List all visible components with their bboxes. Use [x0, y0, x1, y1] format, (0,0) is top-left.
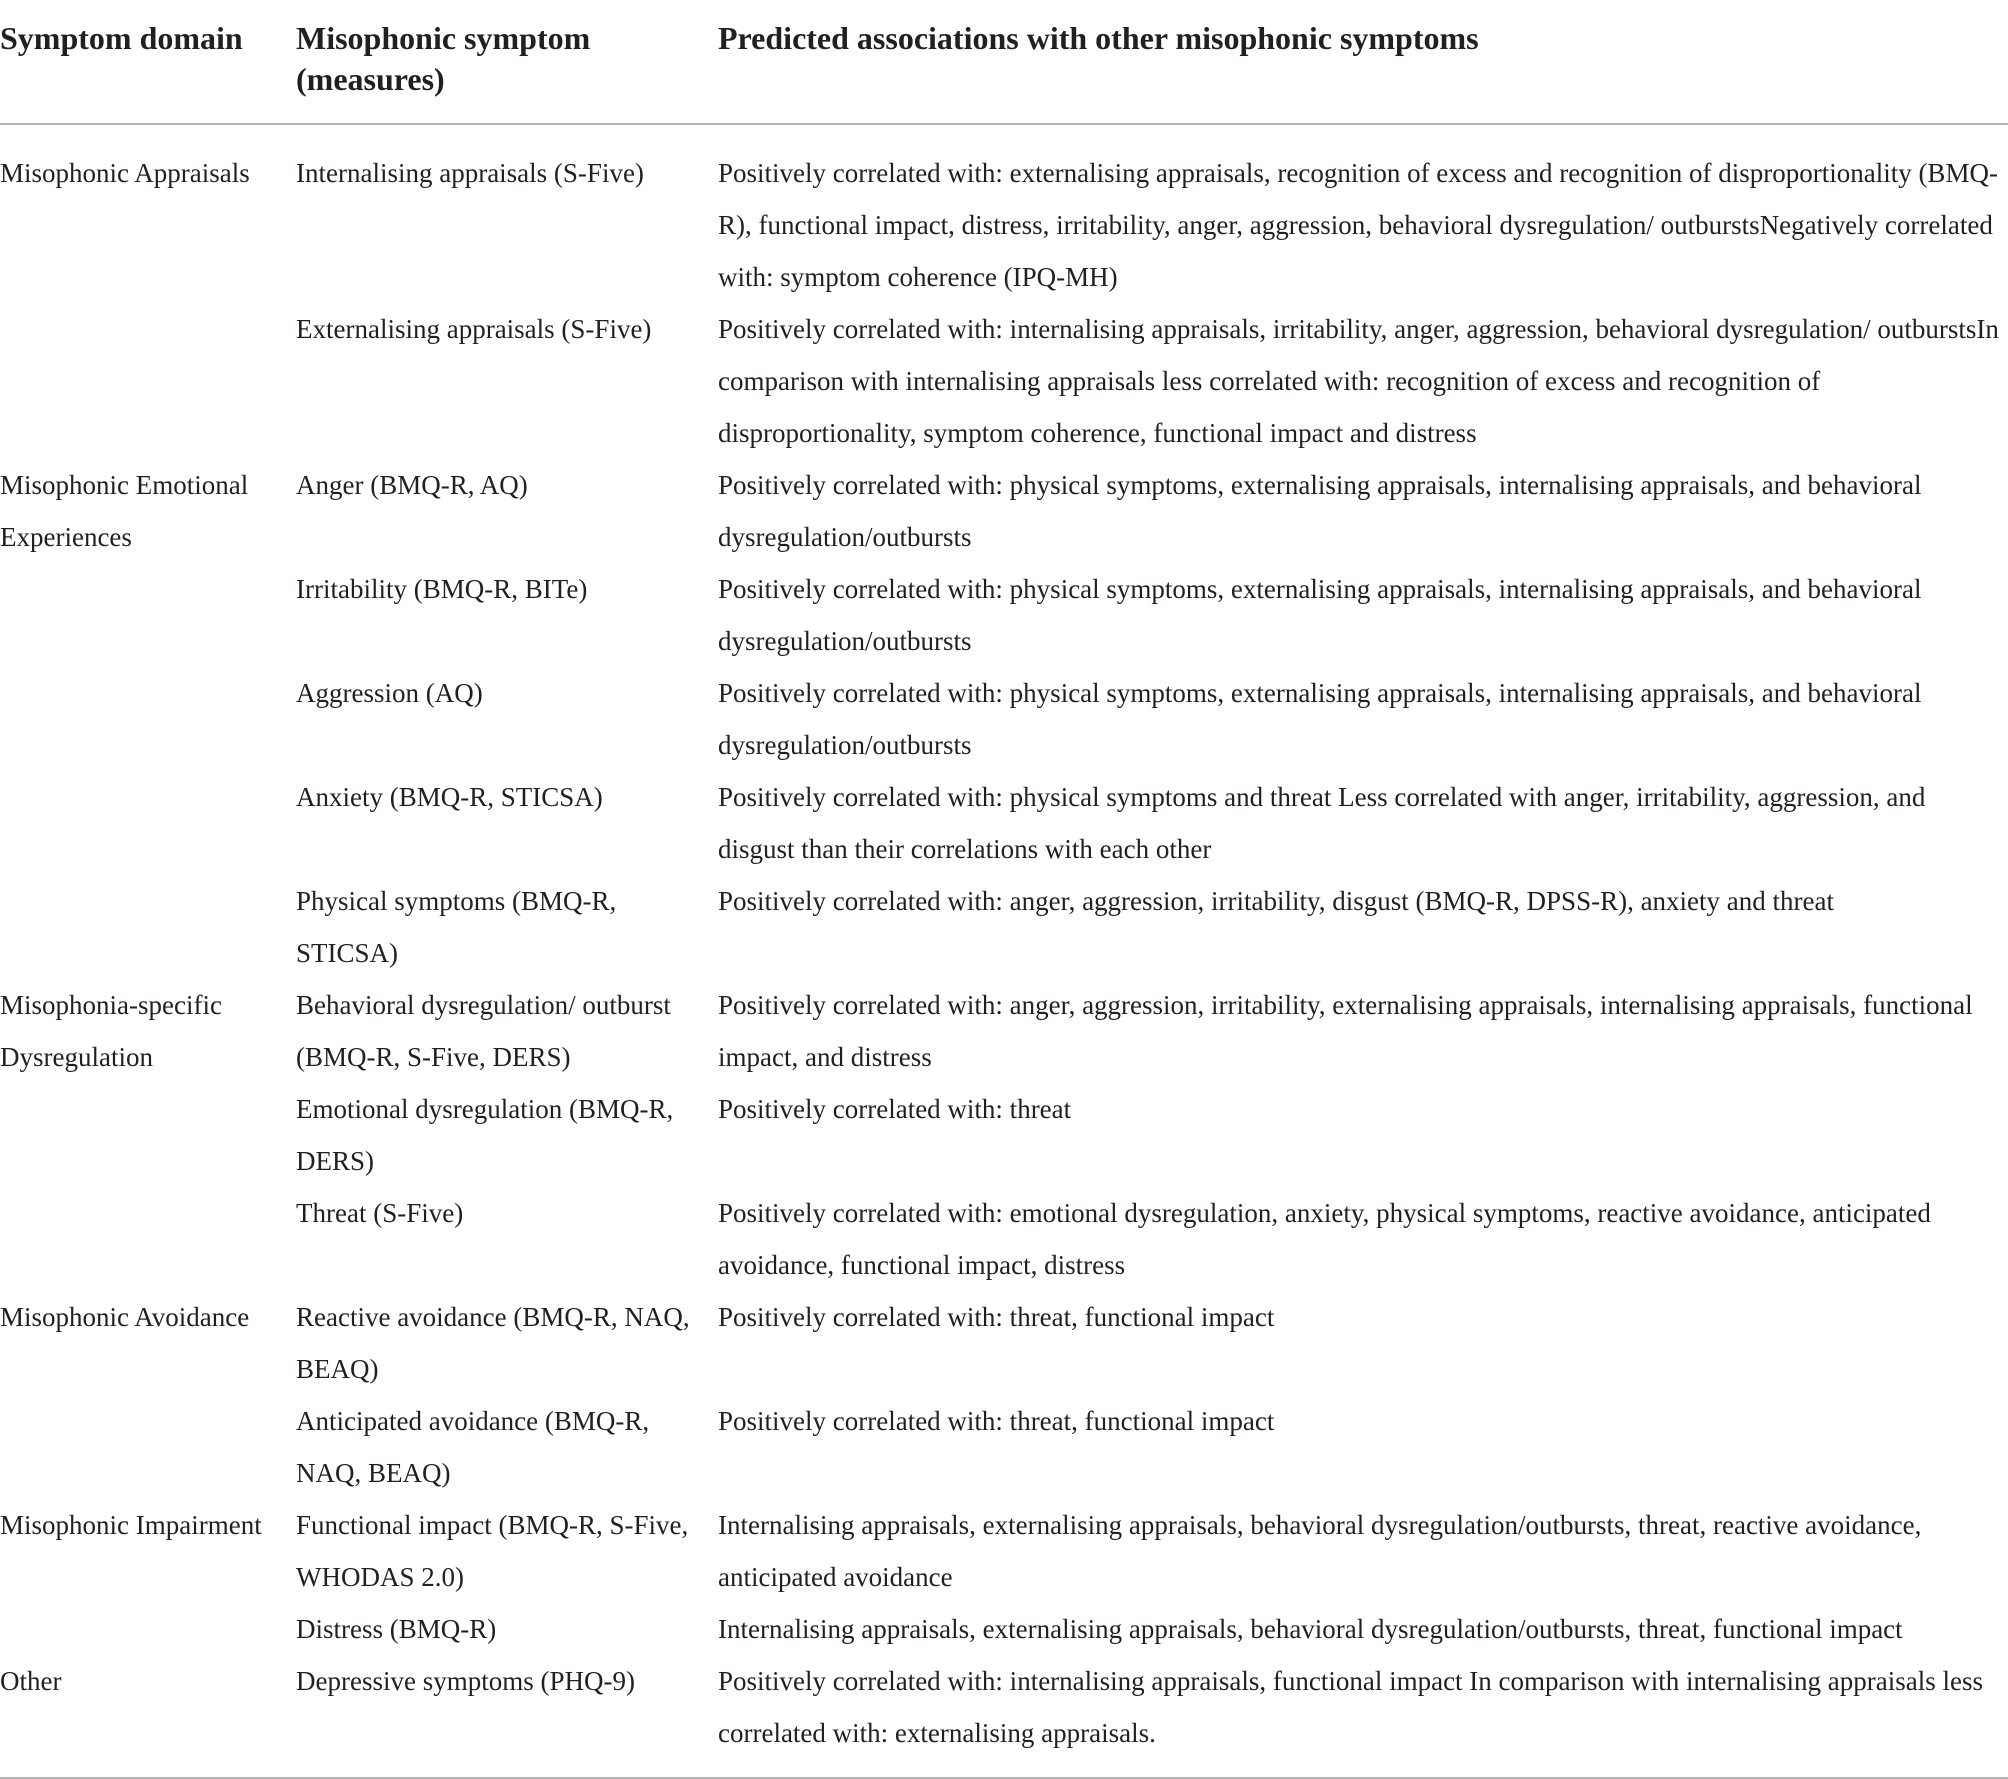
table-row [0, 563, 2008, 667]
cell-symptom-domain [0, 1395, 296, 1499]
table-row [0, 124, 2008, 303]
cell-symptom-domain [0, 1187, 296, 1291]
table-row [0, 1083, 2008, 1187]
cell-predicted-associations: Positively correlated with: anger, aggression, irritability, disgust (BMQ-R, DPSS-R), anxiety and threat [718, 886, 1834, 916]
cell-predicted-associations: Positively correlated with: physical symptoms, externalising appraisals, internalising appraisals, and behavioral dysregulation/outbursts [718, 574, 1922, 656]
table-row [0, 1655, 2008, 1778]
header-row [0, 0, 2008, 124]
cell-predicted-associations: Internalising appraisals, externalising appraisals, behavioral dysregulation/outbursts, threat, functional impact [718, 1614, 1903, 1644]
cell-misophonic-symptom: Anxiety (BMQ-R, STICSA) [296, 782, 603, 812]
cell-misophonic-symptom: Anticipated avoidance (BMQ-R, NAQ, BEAQ) [296, 1406, 650, 1488]
cell-predicted-associations: Positively correlated with: physical symptoms and threat Less correlated with anger, irritability, aggression, and disgust than their correlations with each other [718, 782, 1926, 864]
cell-misophonic-symptom: Irritability (BMQ-R, BITe) [296, 574, 588, 604]
table-row [0, 667, 2008, 771]
cell-symptom-domain: Misophonic Emotional Experiences [0, 470, 249, 552]
cell-symptom-domain: Other [0, 1655, 296, 1778]
cell-symptom-domain [0, 1083, 296, 1187]
cell-symptom-domain [0, 667, 296, 771]
cell-predicted-associations: Positively correlated with: threat, functional impact [718, 1302, 1275, 1332]
cell-symptom-domain [0, 303, 296, 459]
header-symptom-domain: Symptom domain [0, 0, 296, 124]
cell-misophonic-symptom: Emotional dysregulation (BMQ-R, DERS) [296, 1094, 674, 1176]
header-misophonic-symptom: Misophonic symptom (measures) [296, 0, 718, 124]
table-header [0, 0, 2008, 124]
cell-predicted-associations: Positively correlated with: threat, functional impact [718, 1406, 1275, 1436]
cell-misophonic-symptom: Functional impact (BMQ-R, S-Five, WHODAS 2.0) [296, 1510, 689, 1592]
cell-symptom-domain: Misophonic Impairment [0, 1510, 262, 1540]
cell-symptom-domain [0, 875, 296, 979]
cell-symptom-domain: Misophonic Appraisals [0, 158, 250, 188]
table-row [0, 875, 2008, 979]
table-row [0, 1499, 2008, 1603]
cell-symptom-domain: Misophonia-specific Dysregulation [0, 990, 222, 1072]
cell-predicted-associations: Positively correlated with: externalising appraisals, recognition of excess and recognition of disproportionality (BMQ-R), functional impact, distress, irritability, anger, aggression, behavioral dysregulation/ outburstsNegatively correlated with: symptom coherence (IPQ-MH) [718, 158, 1998, 292]
table-row [0, 303, 2008, 459]
cell-predicted-associations: Positively correlated with: physical symptoms, externalising appraisals, internalising appraisals, and behavioral dysregulation/outbursts [718, 678, 1922, 760]
cell-predicted-associations: Positively correlated with: threat [718, 1094, 1072, 1124]
table-row [0, 1187, 2008, 1291]
table-row [0, 459, 2008, 563]
table-row [0, 771, 2008, 875]
cell-predicted-associations: Internalising appraisals, externalising appraisals, behavioral dysregulation/outbursts, threat, reactive avoidance, anticipated avoidance [718, 1510, 1922, 1592]
cell-misophonic-symptom: Internalising appraisals (S-Five) [296, 158, 644, 188]
table-row [0, 1291, 2008, 1395]
cell-misophonic-symptom: Externalising appraisals (S-Five) [296, 314, 652, 344]
cell-predicted-associations: Positively correlated with: internalising appraisals, functional impact In comparison with internalising appraisals less correlated with: externalising appraisals. [718, 1655, 2008, 1778]
cell-predicted-associations: Positively correlated with: emotional dysregulation, anxiety, physical symptoms, reactive avoidance, anticipated avoidance, functional impact, distress [718, 1198, 1931, 1280]
cell-misophonic-symptom: Physical symptoms (BMQ-R, STICSA) [296, 886, 617, 968]
cell-symptom-domain [0, 771, 296, 875]
cell-symptom-domain [0, 1603, 296, 1655]
cell-misophonic-symptom: Reactive avoidance (BMQ-R, NAQ, BEAQ) [296, 1302, 690, 1384]
cell-misophonic-symptom: Anger (BMQ-R, AQ) [296, 470, 528, 500]
table-row [0, 1395, 2008, 1499]
cell-predicted-associations: Positively correlated with: anger, aggression, irritability, externalising appraisals, internalising appraisals, functional impact, and distress [718, 990, 1973, 1072]
table-row [0, 1603, 2008, 1655]
cell-symptom-domain: Misophonic Avoidance [0, 1302, 250, 1332]
cell-misophonic-symptom: Behavioral dysregulation/ outburst (BMQ-R, S-Five, DERS) [296, 990, 671, 1072]
cell-misophonic-symptom: Depressive symptoms (PHQ-9) [296, 1655, 718, 1778]
cell-symptom-domain [0, 563, 296, 667]
cell-predicted-associations: Positively correlated with: internalising appraisals, irritability, anger, aggression, behavioral dysregulation/ outburstsIn comparison with internalising appraisals less correlated with: recognition of excess and recognition of disproportionality, symptom coherence, functional impact and distress [718, 314, 1999, 448]
header-predicted-associations: Predicted associations with other misophonic symptoms [718, 0, 2008, 124]
table-row [0, 979, 2008, 1083]
table-body [0, 124, 2008, 1778]
cell-predicted-associations: Positively correlated with: physical symptoms, externalising appraisals, internalising appraisals, and behavioral dysregulation/outbursts [718, 470, 1922, 552]
cell-misophonic-symptom: Aggression (AQ) [296, 678, 483, 708]
cell-misophonic-symptom: Threat (S-Five) [296, 1198, 464, 1228]
cell-misophonic-symptom: Distress (BMQ-R) [296, 1614, 497, 1644]
